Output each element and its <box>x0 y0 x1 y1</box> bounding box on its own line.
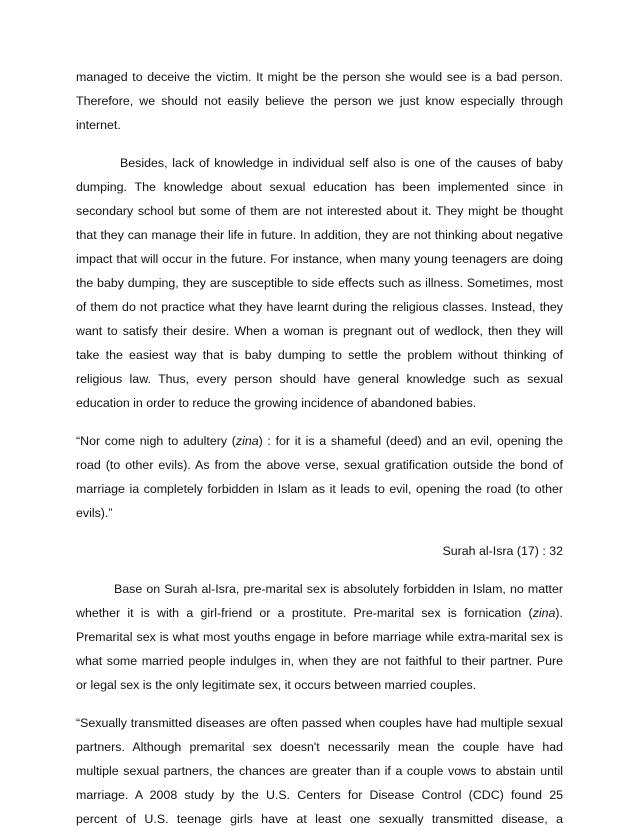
text-line: what some married people indulges in, when they are not faithful to their partner. Pure <box>76 654 563 668</box>
text-line: dumping. The knowledge about sexual education has been implemented since in <box>76 180 563 194</box>
italic-term: zina <box>235 434 259 448</box>
text-line: or legal sex is the only legitimate sex, it occurs between married couples. <box>76 678 477 692</box>
text-fragment: ) : for it is a shameful (deed) and an evil, opening the <box>258 434 563 448</box>
paragraph-1 <box>76 65 563 137</box>
paragraph-2 <box>76 151 563 415</box>
text-line: education in order to reduce the growing incidence of abandoned babies. <box>76 396 477 410</box>
quote-quran <box>76 429 563 525</box>
text-line: the baby dumping, they are susceptible to side effects such as illness. Sometimes, most <box>76 276 563 290</box>
text-line: managed to deceive the victim. It might be the person she would see is a bad person. <box>76 70 563 84</box>
text-fragment: whether it is with a girl-friend or a prostitute. Pre-marital sex is fornication ( <box>76 606 533 620</box>
text-line: that they can manage their life in future. In addition, they are not thinking about negative <box>76 228 563 242</box>
document-page <box>76 65 563 831</box>
text-line: partners. Although premarital sex doesn't necessarily mean the couple have had <box>76 740 563 754</box>
italic-term: zina <box>532 606 556 620</box>
text-line: impact that will occur in the future. For instance, when many young teenagers are doing <box>76 252 563 266</box>
text-line <box>76 429 563 453</box>
text-line: Base on Surah al-Isra, pre-marital sex is absolutely forbidden in Islam, no matter <box>114 582 563 596</box>
text-line: internet. <box>76 118 121 132</box>
text-line: marriage ia completely forbidden in Islam as it leads to evil, opening the road (to other <box>76 482 563 496</box>
text-line: take the easiest way that is baby dumping to settle the problem without thinking of <box>76 348 563 362</box>
text-fragment: “Nor come nigh to adultery ( <box>76 434 236 448</box>
text-line: Therefore, we should not easily believe the person we just know especially through <box>76 94 563 108</box>
text-fragment: ). <box>555 606 563 620</box>
text-line: religious law. Thus, every person should have general knowledge such as sexual <box>76 372 563 386</box>
text-line: want to satisfy their desire. When a woman is pregnant out of wedlock, then they will <box>76 324 563 338</box>
text-line: secondary school but some of them are not interested about it. They might be thought <box>76 204 563 218</box>
text-line: “Sexually transmitted diseases are often passed when couples have had multiple sexual <box>76 716 563 730</box>
text-line: road (to other evils). As from the above verse, sexual gratification outside the bond of <box>76 458 563 472</box>
text-line: percent of U.S. teenage girls have at least one sexually transmitted disease, a <box>76 812 563 826</box>
text-line: marriage. A 2008 study by the U.S. Centers for Disease Control (CDC) found 25 <box>76 788 563 802</box>
text-line <box>76 601 563 625</box>
text-line: Besides, lack of knowledge in individual self also is one of the causes of baby <box>120 156 563 170</box>
text-line: multiple sexual partners, the chances are greater than if a couple vows to abstain until <box>76 764 563 778</box>
quote-cdc <box>76 711 563 831</box>
citation: Surah al-Isra (17) : 32 <box>442 544 563 558</box>
text-line: Premarital sex is what most youths engage in before marriage while extra-marital sex is <box>76 630 563 644</box>
paragraph-3 <box>76 577 563 697</box>
text-line: evils).” <box>76 506 113 520</box>
text-line: of them do not practice what they have learnt during the religious classes. Instead, they <box>76 300 563 314</box>
